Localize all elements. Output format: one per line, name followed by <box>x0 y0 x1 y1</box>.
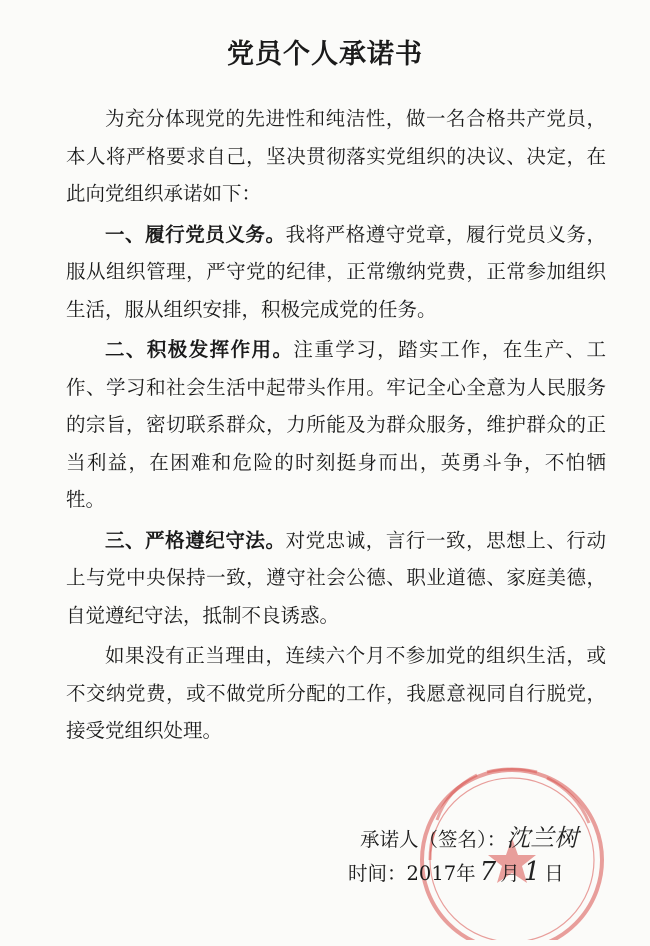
date-label: 时间： <box>348 862 407 885</box>
date-month-unit: 月 <box>500 862 520 885</box>
closing-paragraph: 如果没有正当理由，连续六个月不参加党的组织生活，或不交纳党费，或不做党所分配的工作，我愿意视同自行脱党，接受党组织处理。 <box>66 644 606 742</box>
date-year: 2017 <box>406 862 457 885</box>
signature-line <box>360 818 578 853</box>
handwritten-signature: 沈兰树 <box>506 824 579 852</box>
date-month: 7 <box>479 857 497 887</box>
date-line <box>348 857 564 887</box>
document-body <box>66 100 606 753</box>
section-heading-3: 三、严格遵纪守法。 <box>105 528 286 552</box>
section-paragraph-3 <box>66 522 606 635</box>
date-year-unit: 年 <box>456 862 476 885</box>
date-day-unit: 日 <box>544 862 564 885</box>
section-text-1: 我将严格遵守党章，履行党员义务，服从组织管理，严守党的纪律，正常缴纳党费，正常参加组织生活，服从组织安排，积极完成党的任务。 <box>66 222 606 321</box>
signature-label: 承诺人（签名）： <box>360 828 507 851</box>
section-heading-2: 二、积极发挥作用。 <box>105 338 294 361</box>
section-paragraph-1 <box>66 216 606 329</box>
section-heading-1: 一、履行党员义务。 <box>105 222 286 246</box>
section-text-2: 注重学习，踏实工作，在生产、工作、学习和社会生活中起带头作用。牢记全心全意为人民服务的宗旨，密切联系群众，力所能及为群众服务，维护群众的正当利益，在困难和危险的时刻挺身而出，英勇斗争，不怕牺牲。 <box>66 338 606 511</box>
intro-paragraph: 为充分体现党的先进性和纯洁性，做一名合格共产党员，本人将严格要求自己，坚决贯彻落实党组织的决议、决定，在此向党组织承诺如下： <box>66 107 606 205</box>
section-paragraph-2 <box>66 331 606 519</box>
date-day: 1 <box>523 857 541 887</box>
section-text-3: 对党忠诚，言行一致，思想上、行动上与党中央保持一致，遵守社会公德、职业道德、家庭美德，自觉遵纪守法，抵制不良诱惑。 <box>66 528 606 627</box>
page-title: 党员个人承诺书 <box>227 39 423 70</box>
